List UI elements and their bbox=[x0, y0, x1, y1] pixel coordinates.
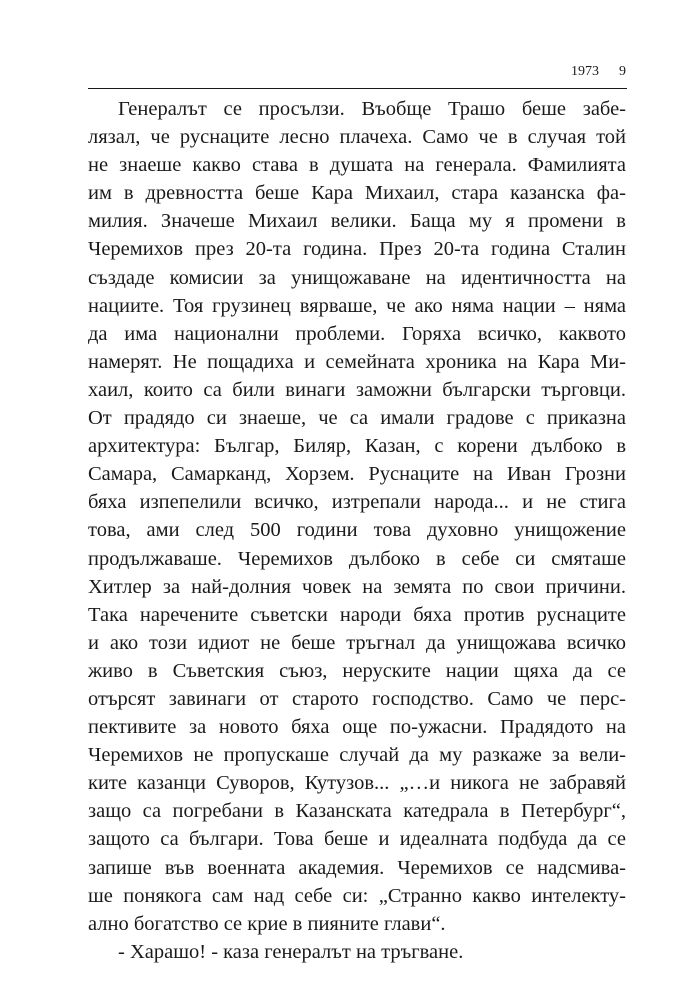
text-line: това, ами след 500 години това духовно унищожение bbox=[88, 519, 626, 542]
dialogue-line: - Харашо! - каза генералът на тръгване. bbox=[118, 940, 464, 963]
text-line: архитектура: Българ, Биляр, Казан, с корени дълбоко в bbox=[88, 435, 626, 458]
text-line: живо в Съветския съюз, неруските нации щяха да се bbox=[88, 659, 626, 682]
text-line: намерят. Не пощадиха и семейната хроника на Кара Ми- bbox=[88, 350, 626, 373]
text-line: милия. Значеше Михаил велики. Баща му я промени в bbox=[88, 210, 626, 233]
text-line: им в древността беше Кара Михаил, стара казанска фа- bbox=[88, 182, 626, 205]
text-line: Хитлер за най-долния човек на земята по свои причини. bbox=[88, 575, 626, 598]
running-header bbox=[88, 64, 626, 84]
text-line: ше понякога сам над себе си: „Странно какво интелекту- bbox=[88, 884, 626, 907]
text-line: продължаваше. Черемихов дълбоко в себе си смяташе bbox=[88, 547, 626, 570]
header-rule bbox=[88, 88, 627, 89]
text-line: не знаеше какво става в душата на генерала. Фамилията bbox=[88, 154, 626, 177]
text-line: защо са погребани в Казанската катедрала в Петербург“, bbox=[88, 800, 626, 823]
header-year: 1973 bbox=[571, 64, 599, 79]
text-line: Генералът се просълзи. Въобще Трашо беше забе- bbox=[118, 98, 626, 120]
body-text bbox=[88, 95, 626, 966]
text-line: От прадядо си знаеше, че са имали градове с приказна bbox=[88, 407, 626, 430]
text-line: да има национални проблеми. Горяха всичко, каквото bbox=[88, 322, 626, 345]
text-line: създаде комисии за унищожаване на идентичността на bbox=[88, 266, 626, 289]
text-line: Черемихов не пропускаше случай да му разкаже за вели- bbox=[88, 744, 626, 767]
text-line: Самара, Самарканд, Хорзем. Руснаците на Иван Грозни bbox=[88, 463, 626, 486]
text-line: нациите. Тоя грузинец вярваше, че ако няма нации – няма bbox=[88, 294, 626, 317]
text-line: Черемихов през 20-та година. През 20-та година Сталин bbox=[88, 238, 626, 261]
text-line: лязал, че руснаците лесно плачеха. Само че в случая той bbox=[88, 126, 626, 149]
text-line: Така наречените съветски народи бяха против руснаците bbox=[88, 603, 626, 626]
text-line: хаил, които са били винаги заможни български търговци. bbox=[88, 378, 626, 401]
text-line: запише във военната академия. Черемихов се надсмива- bbox=[88, 856, 626, 879]
text-line: и ако този идиот не беше тръгнал да унищожава всичко bbox=[88, 631, 626, 654]
page-number: 9 bbox=[619, 64, 626, 79]
text-line: ално богатство се крие в пияните глави“. bbox=[88, 912, 446, 935]
text-line: защото са българи. Това беше и идеалната подбуда да се bbox=[88, 828, 626, 851]
text-line: ките казанци Суворов, Кутузов... „…и никога не забравяй bbox=[88, 772, 626, 795]
text-line: бяха изпепелили всичко, изтрепали народа... и не стига bbox=[88, 491, 626, 514]
text-line: отърсят завинаги от старото господство. Само че перс- bbox=[88, 687, 626, 710]
text-line: пективите за новото бяха още по-ужасни. Прадядото на bbox=[88, 716, 626, 739]
